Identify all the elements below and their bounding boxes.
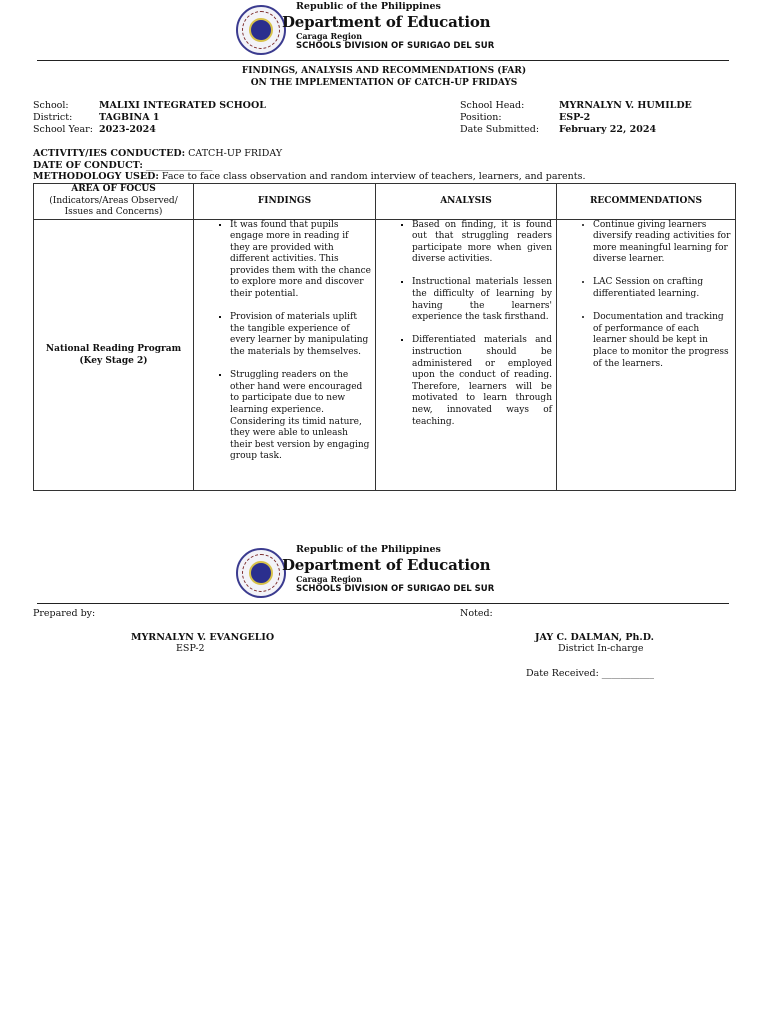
noted-label: Noted: — [460, 608, 493, 619]
analysis-cell — [376, 219, 557, 490]
date-received-line — [526, 668, 654, 679]
header-republic: Republic of the Philippines — [296, 544, 441, 555]
header-region: Caraga Region — [296, 31, 363, 41]
school-value: MALIXI INTEGRATED SCHOOL — [99, 100, 266, 111]
focus-subtitle: (Indicators/Areas Observed/ Issues and Concerns) — [49, 195, 178, 217]
header-division: SCHOOLS DIVISION OF SURIGAO DEL SUR — [296, 584, 495, 594]
conduct-label: DATE OF CONDUCT: — [33, 160, 143, 171]
finding-item: ▪ It was found that pupils engage more in reading if they are provided with different activities. This provides them with the chance to explore more and discover their potential. — [230, 220, 371, 301]
noted-name: JAY C. DALMAN, Ph.D. — [535, 632, 654, 643]
activity-line — [33, 148, 282, 159]
findings-cell — [194, 219, 376, 490]
deped-seal-icon — [236, 548, 286, 598]
noted-position: District In-charge — [558, 643, 644, 654]
header-divider — [37, 603, 729, 604]
analysis-item: ▪ Differentiated materials and instruction should be administered or employed upon the conduct of reading. Therefore, learners will be motivated to learn through new, innovated ways of teaching. — [412, 335, 552, 428]
table-header-row — [34, 184, 736, 220]
header-findings: FINDINGS — [194, 184, 376, 220]
header-department: Department of Education — [282, 13, 491, 31]
position-value: ESP-2 — [559, 112, 591, 123]
recommendations-cell — [557, 219, 736, 490]
prepared-by-label: Prepared by: — [33, 608, 96, 619]
activity-value: CATCH-UP FRIDAY — [185, 148, 283, 159]
header-divider — [37, 60, 729, 61]
focus-cell — [34, 219, 194, 490]
date-received-label: Date Received: — [526, 668, 599, 679]
recommendation-item: • LAC Session on crafting differentiated learning. — [593, 277, 731, 300]
prepared-name: MYRNALYN V. EVANGELIO — [131, 632, 275, 643]
prepared-position: ESP-2 — [176, 643, 205, 654]
header-department: Department of Education — [282, 556, 491, 574]
analysis-item: ▪ Based on finding, it is found out that struggling readers participate more when given diverse activities. — [412, 220, 552, 266]
header-republic: Republic of the Philippines — [296, 1, 441, 12]
focus-line1: National Reading Program — [45, 343, 182, 354]
methodology-line — [33, 171, 585, 182]
methodology-value: Face to face class observation and random interview of teachers, learners, and parents. — [158, 171, 586, 182]
focus-title: AREA OF FOCUS — [71, 184, 156, 194]
header-division: SCHOOLS DIVISION OF SURIGAO DEL SUR — [296, 41, 495, 51]
date-received-value: ___________ — [598, 668, 655, 679]
recommendation-item: • Continue giving learners diversify reading activities for more meaningful learning for diverse learner. — [593, 220, 731, 266]
document-subtitle: ON THE IMPLEMENTATION OF CATCH-UP FRIDAYS — [250, 78, 518, 88]
header-analysis: ANALYSIS — [376, 184, 557, 220]
finding-item: ▪ Provision of materials uplift the tangible experience of every learner by manipulating the materials by themselves. — [230, 312, 371, 358]
conduct-line — [33, 160, 212, 171]
header-area-of-focus — [34, 184, 194, 220]
position-label: Position: — [460, 112, 502, 123]
recommendation-item: • Documentation and tracking of performance of each learner should be kept in place to monitor the progress of the learners. — [593, 312, 731, 370]
table-row — [34, 219, 736, 490]
school-year-label: School Year: — [33, 124, 93, 135]
school-label: School: — [33, 100, 69, 111]
school-head-value: MYRNALYN V. HUMILDE — [559, 100, 692, 111]
deped-seal-icon — [236, 5, 286, 55]
school-head-label: School Head: — [460, 100, 525, 111]
date-submitted-value: February 22, 2024 — [559, 124, 657, 135]
school-year-value: 2023-2024 — [99, 124, 156, 135]
district-value: TAGBINA 1 — [99, 112, 160, 123]
analysis-item: ▪ Instructional materials lessen the difficulty of learning by having the learners' experience the task firsthand. — [412, 277, 552, 323]
finding-item: ▪ Struggling readers on the other hand were encouraged to participate due to new learning experience. Considering its timid nature, they were able to unleash their best version by engaging group task. — [230, 370, 371, 463]
district-label: District: — [33, 112, 73, 123]
header-recommendations: RECOMMENDATIONS — [557, 184, 736, 220]
focus-line2: (Key Stage 2) — [79, 355, 148, 366]
activity-label: ACTIVITY/IES CONDUCTED: — [33, 148, 186, 159]
header-region: Caraga Region — [296, 574, 363, 584]
far-table — [33, 183, 736, 491]
document-title: FINDINGS, ANALYSIS AND RECOMMENDATIONS (FAR) — [241, 66, 527, 76]
conduct-value: ______________ — [142, 160, 213, 171]
date-submitted-label: Date Submitted: — [460, 124, 540, 135]
methodology-label: METHODOLOGY USED: — [33, 171, 159, 182]
